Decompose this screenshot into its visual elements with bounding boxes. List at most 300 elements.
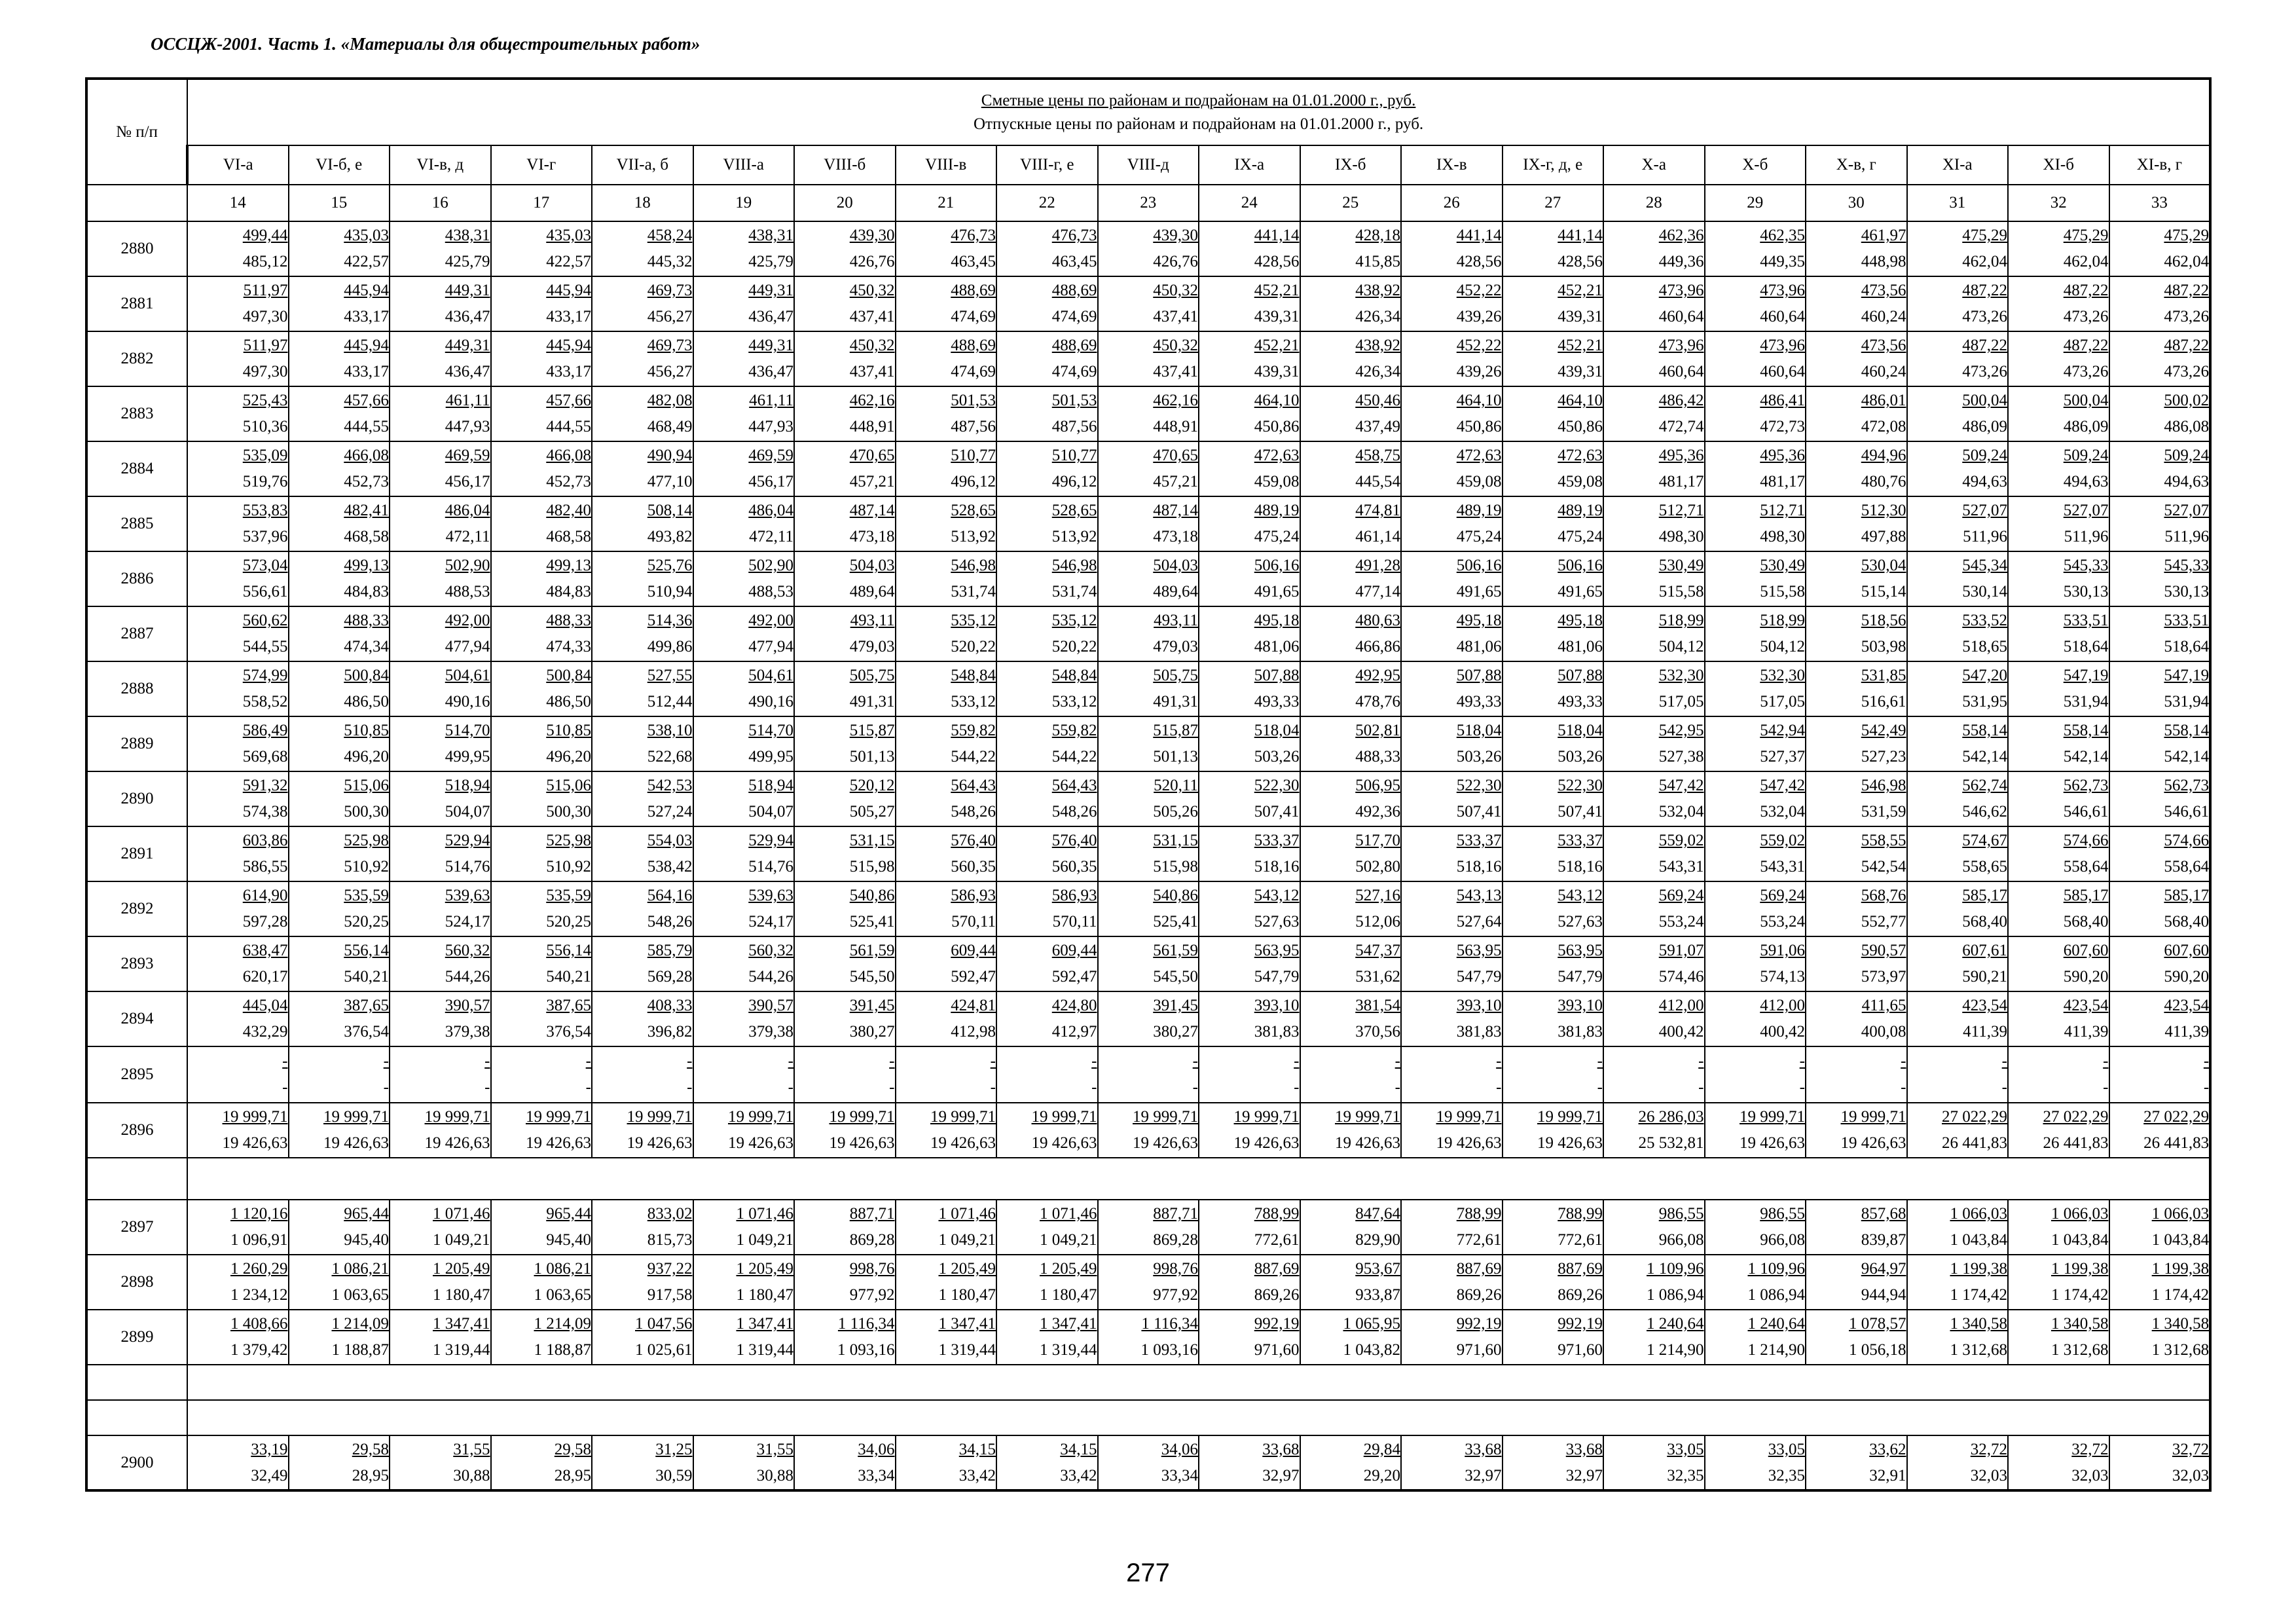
estimated-price: 462,16 <box>849 392 895 409</box>
estimated-price: 529,94 <box>445 832 490 849</box>
estimated-price: 559,82 <box>951 722 996 739</box>
price-cell <box>2008 1103 2109 1158</box>
price-cell <box>1401 1046 1503 1103</box>
price-cell <box>289 826 390 881</box>
release-price: - <box>788 1079 793 1096</box>
price-cell <box>794 826 896 881</box>
release-price: 493,82 <box>647 528 693 545</box>
release-price: 504,07 <box>445 803 490 821</box>
estimated-price: 1 260,29 <box>230 1260 288 1278</box>
estimated-price: 518,04 <box>1456 722 1502 739</box>
release-price: 499,86 <box>647 638 693 655</box>
price-cell <box>1907 1435 2009 1490</box>
release-price: 486,50 <box>546 693 591 710</box>
price-cell <box>794 881 896 936</box>
estimated-price: 937,22 <box>647 1260 693 1278</box>
release-price: 412,98 <box>951 1023 996 1041</box>
estimated-price: 507,88 <box>1254 667 1300 684</box>
table-row <box>86 276 2210 331</box>
release-price: 546,61 <box>2164 803 2210 821</box>
price-cell <box>1098 606 1199 661</box>
item-code: 2890 <box>86 771 187 826</box>
release-price: - <box>1091 1079 1097 1096</box>
price-cell <box>390 826 491 881</box>
release-price: 19 426,63 <box>829 1134 895 1152</box>
estimated-price: 472,63 <box>1456 447 1502 464</box>
release-price: 433,17 <box>546 363 591 380</box>
price-cell <box>1603 331 1705 386</box>
release-price: 425,79 <box>445 253 490 270</box>
estimated-price: 19 999,71 <box>1436 1108 1502 1126</box>
price-cell <box>794 991 896 1046</box>
release-price: 515,98 <box>849 858 895 876</box>
release-price: 514,76 <box>748 858 793 876</box>
release-price: 460,64 <box>1760 363 1805 380</box>
price-cell <box>693 496 795 551</box>
price-cell <box>896 1103 997 1158</box>
estimated-price: 561,59 <box>849 942 895 959</box>
release-price: 462,04 <box>2063 253 2109 270</box>
price-cell <box>592 386 693 441</box>
estimated-price: 412,00 <box>1760 997 1805 1014</box>
price-cell <box>1907 496 2009 551</box>
estimated-price: 504,03 <box>1153 557 1198 574</box>
price-cell <box>1098 771 1199 826</box>
price-cell <box>1503 661 1604 716</box>
price-cell <box>1603 221 1705 276</box>
price-cell <box>592 881 693 936</box>
price-cell <box>1907 716 2009 771</box>
estimated-price: 1 116,34 <box>837 1315 895 1333</box>
estimated-price: 475,29 <box>1962 227 2007 244</box>
header-row-column-numbers <box>86 185 2210 221</box>
table-row <box>86 1103 2210 1158</box>
release-price: 498,30 <box>1658 528 1704 545</box>
estimated-price: 520,12 <box>849 777 895 794</box>
price-cell <box>996 881 1098 936</box>
release-price: 472,73 <box>1760 418 1805 435</box>
release-price: 507,41 <box>1254 803 1300 821</box>
release-price: 531,74 <box>951 583 996 600</box>
estimated-price: 992,19 <box>1456 1315 1502 1333</box>
table-row <box>86 1046 2210 1103</box>
price-cell <box>390 1310 491 1365</box>
release-price: 474,69 <box>1051 308 1097 325</box>
release-price: 553,24 <box>1658 913 1704 931</box>
estimated-price: 1 047,56 <box>635 1315 693 1333</box>
estimated-price: 986,55 <box>1658 1205 1704 1223</box>
release-price: 510,92 <box>344 858 389 876</box>
release-price: 1 312,68 <box>2051 1341 2109 1359</box>
estimated-price: 563,95 <box>1254 942 1300 959</box>
price-cell <box>1401 496 1503 551</box>
estimated-price: 887,69 <box>1456 1260 1502 1278</box>
release-price: 525,41 <box>849 913 895 931</box>
release-price: 532,04 <box>1760 803 1805 821</box>
release-price: 32,97 <box>1465 1466 1502 1485</box>
price-cell <box>491 551 592 606</box>
estimated-price: 501,53 <box>951 392 996 409</box>
estimated-price: 569,24 <box>1760 887 1805 904</box>
price-cell <box>1503 331 1604 386</box>
estimated-price: 458,75 <box>1355 447 1400 464</box>
release-price: 531,74 <box>1051 583 1097 600</box>
price-cell <box>1401 441 1503 496</box>
release-price: 489,64 <box>1153 583 1198 600</box>
price-cell <box>390 661 491 716</box>
price-cell <box>996 221 1098 276</box>
price-cell <box>2008 881 2109 936</box>
price-cell <box>1907 881 2009 936</box>
release-price: 494,63 <box>2164 473 2210 490</box>
estimated-price: 424,80 <box>1051 997 1097 1014</box>
estimated-price: - <box>2203 1052 2210 1070</box>
release-price: 376,54 <box>344 1023 389 1041</box>
price-cell <box>390 441 491 496</box>
price-cell <box>390 496 491 551</box>
release-price: 433,17 <box>344 308 389 325</box>
price-cell <box>2008 1046 2109 1103</box>
table-row <box>86 1255 2210 1310</box>
estimated-price: 32,72 <box>1970 1440 2007 1458</box>
release-price: 379,38 <box>748 1023 793 1041</box>
price-cell <box>1098 1200 1199 1255</box>
column-number: 22 <box>996 185 1098 221</box>
release-price: 19 426,63 <box>1740 1134 1805 1152</box>
estimated-price: 527,16 <box>1355 887 1400 904</box>
price-cell <box>794 1255 896 1310</box>
release-price: 33,42 <box>1060 1466 1097 1485</box>
release-price: 474,69 <box>1051 363 1097 380</box>
release-price: 486,09 <box>1962 418 2007 435</box>
price-cell <box>187 771 289 826</box>
item-code: 2886 <box>86 551 187 606</box>
price-cell <box>390 551 491 606</box>
estimated-price: 525,43 <box>242 392 288 409</box>
release-price: 494,63 <box>2063 473 2109 490</box>
price-cell <box>592 441 693 496</box>
release-price: 475,24 <box>1558 528 1603 545</box>
release-price: 515,58 <box>1760 583 1805 600</box>
release-price: 592,47 <box>1051 968 1097 986</box>
estimated-price: 441,14 <box>1558 227 1603 244</box>
estimated-price: 470,65 <box>1153 447 1198 464</box>
release-price: 503,26 <box>1558 748 1603 766</box>
price-cell <box>390 1103 491 1158</box>
release-price: 496,20 <box>546 748 591 766</box>
estimated-price: 548,84 <box>951 667 996 684</box>
price-cell <box>794 716 896 771</box>
price-cell <box>187 1435 289 1490</box>
estimated-price: 1 205,49 <box>1040 1260 1097 1278</box>
release-price: 436,47 <box>445 308 490 325</box>
release-price: 412,97 <box>1051 1023 1097 1041</box>
table-row <box>86 826 2210 881</box>
release-price: - <box>585 1079 591 1096</box>
release-price: 33,34 <box>1161 1466 1198 1485</box>
estimated-price: 1 340,58 <box>2151 1315 2210 1333</box>
release-price: 1 180,47 <box>1040 1286 1097 1304</box>
price-cell <box>693 1435 795 1490</box>
estimated-price: 469,59 <box>445 447 490 464</box>
item-code: 2892 <box>86 881 187 936</box>
estimated-price: 574,99 <box>242 667 288 684</box>
table-row <box>86 496 2210 551</box>
release-price: 19 426,63 <box>1436 1134 1502 1152</box>
estimated-price: 19 999,71 <box>1031 1108 1097 1126</box>
price-cell <box>896 221 997 276</box>
column-number: 19 <box>693 185 795 221</box>
estimated-price: 833,02 <box>647 1205 693 1223</box>
estimated-price: 543,12 <box>1558 887 1603 904</box>
estimated-price: 473,96 <box>1760 282 1805 299</box>
price-cell <box>896 826 997 881</box>
price-cell <box>390 716 491 771</box>
release-price: - <box>889 1079 895 1096</box>
estimated-price: 518,99 <box>1658 612 1704 629</box>
price-cell <box>996 771 1098 826</box>
estimated-price: 486,01 <box>1861 392 1906 409</box>
release-price: 513,92 <box>951 528 996 545</box>
price-cell <box>592 1200 693 1255</box>
price-cell <box>1300 661 1402 716</box>
release-price: 400,08 <box>1861 1023 1906 1041</box>
estimated-price: 1 199,38 <box>1950 1260 2007 1278</box>
release-price: 558,64 <box>2063 858 2109 876</box>
region-header: VIII-а <box>693 145 795 185</box>
price-cell <box>390 1255 491 1310</box>
release-price: 542,54 <box>1861 858 1906 876</box>
price-cell <box>1199 1435 1300 1490</box>
release-price: 491,65 <box>1456 583 1502 600</box>
release-price: 472,74 <box>1658 418 1704 435</box>
estimated-price: 546,98 <box>951 557 996 574</box>
price-cell <box>1603 1310 1705 1365</box>
price-cell <box>1603 661 1705 716</box>
release-price: 19 426,63 <box>1031 1134 1097 1152</box>
price-cell <box>1806 441 1907 496</box>
release-price: 450,86 <box>1254 418 1300 435</box>
price-cell <box>693 1310 795 1365</box>
region-header: IX-а <box>1199 145 1300 185</box>
price-cell <box>2109 826 2211 881</box>
estimated-price: 560,32 <box>445 942 490 959</box>
release-price: 869,26 <box>1254 1286 1300 1304</box>
estimated-price: 518,56 <box>1861 612 1906 629</box>
estimated-price: 1 078,57 <box>1849 1315 1906 1333</box>
price-cell <box>1199 881 1300 936</box>
estimated-price: 591,06 <box>1760 942 1805 959</box>
estimated-price: 607,61 <box>1962 942 2007 959</box>
table-row <box>86 1310 2210 1365</box>
estimated-price: 489,19 <box>1558 502 1603 519</box>
price-cell <box>1503 1200 1604 1255</box>
release-price: 1 049,21 <box>938 1231 996 1249</box>
release-price: 477,14 <box>1355 583 1400 600</box>
release-price: 473,26 <box>2164 363 2210 380</box>
release-price: 1 086,94 <box>1747 1286 1805 1304</box>
price-cell <box>187 331 289 386</box>
release-price: 488,53 <box>748 583 793 600</box>
release-price: 531,59 <box>1861 803 1906 821</box>
release-price: 472,11 <box>749 528 793 545</box>
estimated-price: 19 999,71 <box>526 1108 591 1126</box>
estimated-price: 562,73 <box>2063 777 2109 794</box>
release-price: 540,21 <box>546 968 591 986</box>
column-number: 28 <box>1603 185 1705 221</box>
item-code: 2898 <box>86 1255 187 1310</box>
price-cell <box>1705 1435 1806 1490</box>
release-price: 574,46 <box>1658 968 1704 986</box>
estimated-price: 638,47 <box>242 942 288 959</box>
price-cell <box>1503 606 1604 661</box>
estimated-price: 530,49 <box>1658 557 1704 574</box>
price-cell <box>1806 771 1907 826</box>
estimated-price: - <box>788 1052 793 1070</box>
price-cell <box>1300 1046 1402 1103</box>
release-price: 449,36 <box>1658 253 1704 270</box>
estimated-price: 462,36 <box>1658 227 1704 244</box>
estimated-price: 472,63 <box>1558 447 1603 464</box>
release-price: 411,39 <box>2164 1023 2210 1041</box>
estimated-price: 533,37 <box>1456 832 1502 849</box>
estimated-price: 522,30 <box>1254 777 1300 794</box>
price-cell <box>1401 1310 1503 1365</box>
price-cell <box>1603 771 1705 826</box>
estimated-price: 487,22 <box>2164 337 2210 354</box>
release-price: 472,11 <box>445 528 490 545</box>
estimated-price: 423,54 <box>1962 997 2007 1014</box>
estimated-price: 19 999,71 <box>1133 1108 1198 1126</box>
price-cell <box>1199 276 1300 331</box>
release-price: 1 063,65 <box>331 1286 389 1304</box>
price-cell <box>1098 1046 1199 1103</box>
release-price: 411,39 <box>2064 1023 2109 1041</box>
estimated-price: 590,57 <box>1861 942 1906 959</box>
release-price: 396,82 <box>647 1023 693 1041</box>
price-cell <box>1300 991 1402 1046</box>
region-header: VI-в, д <box>390 145 491 185</box>
estimated-price: 558,14 <box>2164 722 2210 739</box>
estimated-price: 998,76 <box>849 1260 895 1278</box>
estimated-price: 428,18 <box>1355 227 1400 244</box>
estimated-price: 492,95 <box>1355 667 1400 684</box>
release-price: 19 426,63 <box>222 1134 288 1152</box>
estimated-price: 563,95 <box>1558 942 1603 959</box>
estimated-price: 510,77 <box>951 447 996 464</box>
item-code: 2895 <box>86 1046 187 1103</box>
estimated-price: 423,54 <box>2063 997 2109 1014</box>
column-number: 23 <box>1098 185 1199 221</box>
region-header: XI-а <box>1907 145 2009 185</box>
price-cell <box>1603 826 1705 881</box>
release-price: 548,26 <box>647 913 693 931</box>
release-price: 460,64 <box>1658 308 1704 325</box>
price-cell <box>1503 276 1604 331</box>
estimated-price: 857,68 <box>1861 1205 1906 1223</box>
price-cell <box>390 1200 491 1255</box>
estimated-price: 998,76 <box>1153 1260 1198 1278</box>
price-cell <box>289 881 390 936</box>
price-cell <box>1401 991 1503 1046</box>
estimated-price: 412,00 <box>1658 997 1704 1014</box>
price-cell <box>390 276 491 331</box>
price-title <box>187 79 2210 145</box>
price-cell <box>996 386 1098 441</box>
price-cell <box>1199 606 1300 661</box>
estimated-price: 488,69 <box>951 282 996 299</box>
price-cell <box>592 606 693 661</box>
item-code: 2887 <box>86 606 187 661</box>
release-price: 484,83 <box>546 583 591 600</box>
column-number: 31 <box>1907 185 2009 221</box>
estimated-price: 556,14 <box>546 942 591 959</box>
price-cell <box>896 551 997 606</box>
estimated-price: 554,03 <box>647 832 693 849</box>
estimated-price: 476,73 <box>951 227 996 244</box>
release-price: 515,58 <box>1658 583 1704 600</box>
release-price: 945,40 <box>546 1231 591 1249</box>
estimated-price: 33,68 <box>1465 1440 1502 1458</box>
price-cell <box>592 771 693 826</box>
release-price: 1 188,87 <box>534 1341 591 1359</box>
release-price: 19 426,63 <box>526 1134 591 1152</box>
estimated-price: 475,29 <box>2063 227 2109 244</box>
estimated-price: 34,06 <box>858 1440 895 1458</box>
price-cell <box>1300 1200 1402 1255</box>
release-price: 32,35 <box>1768 1466 1805 1485</box>
price-cell <box>1199 826 1300 881</box>
price-cell <box>1098 441 1199 496</box>
price-cell <box>390 881 491 936</box>
estimated-price: 492,00 <box>748 612 793 629</box>
release-price: 473,18 <box>849 528 895 545</box>
release-price: 513,92 <box>1051 528 1097 545</box>
price-cell <box>2109 221 2211 276</box>
release-price: 620,17 <box>242 968 288 986</box>
release-price: 1 319,44 <box>433 1341 490 1359</box>
release-price: 772,61 <box>1254 1231 1300 1249</box>
release-price: 1 043,84 <box>1950 1231 2007 1249</box>
release-price: 1 025,61 <box>635 1341 693 1359</box>
price-cell <box>491 881 592 936</box>
estimated-price: 563,95 <box>1456 942 1502 959</box>
release-price: 518,64 <box>2063 638 2109 655</box>
estimated-price: 491,28 <box>1355 557 1400 574</box>
estimated-price: 469,73 <box>647 282 693 299</box>
release-price: 772,61 <box>1558 1231 1603 1249</box>
release-price: 522,68 <box>647 748 693 766</box>
price-cell <box>1603 276 1705 331</box>
price-cell <box>289 716 390 771</box>
title-estimated-prices: Сметные цены по районам и подрайонам на 01.01.2000 г., руб. <box>981 91 1416 109</box>
release-price: 544,26 <box>748 968 793 986</box>
release-price: 543,31 <box>1760 858 1805 876</box>
estimated-price: 462,35 <box>1760 227 1805 244</box>
price-cell <box>1199 1046 1300 1103</box>
release-price: 533,12 <box>1051 693 1097 710</box>
release-price: 527,64 <box>1456 913 1502 931</box>
price-cell <box>1806 991 1907 1046</box>
price-cell <box>1603 606 1705 661</box>
estimated-price: 19 999,71 <box>728 1108 793 1126</box>
estimated-price: 411,65 <box>1861 997 1906 1014</box>
estimated-price: 514,70 <box>748 722 793 739</box>
estimated-price: 500,04 <box>2063 392 2109 409</box>
estimated-price: 1 120,16 <box>230 1205 288 1223</box>
estimated-price: 452,21 <box>1254 282 1300 299</box>
item-code: 2889 <box>86 716 187 771</box>
